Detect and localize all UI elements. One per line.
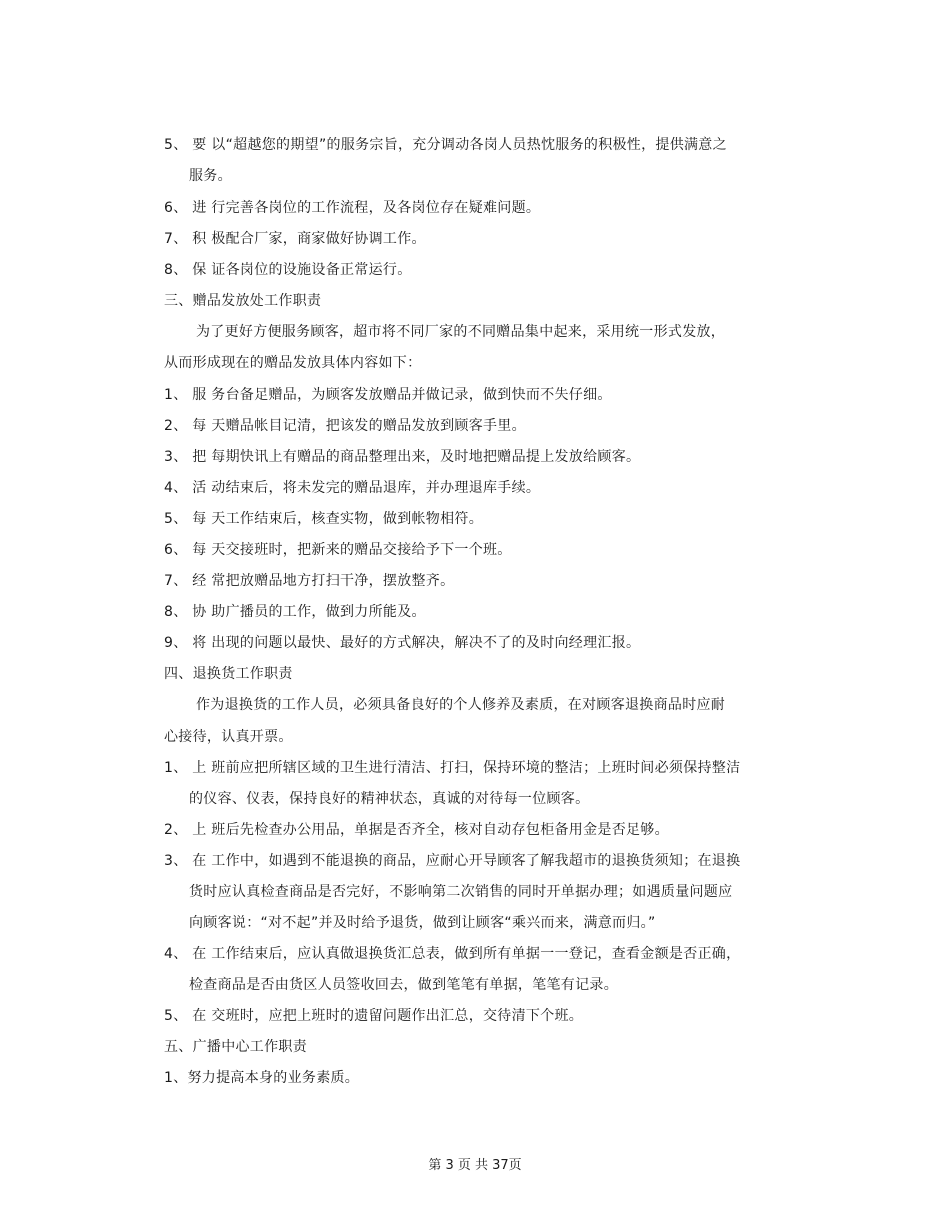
- section-heading-4: 四、退换货工作职责: [164, 666, 293, 682]
- s4-item-5: 5、 在 交班时，应把上班时的遗留问题作出汇总，交待清下个班。: [164, 1008, 584, 1024]
- s3-item-8: 8、 协 助广播员的工作，做到力所能及。: [164, 604, 426, 620]
- s3-item-9: 9、 将 出现的问题以最快、最好的方式解决，解决不了的及时向经理汇报。: [164, 635, 641, 651]
- item-5-line-1: 5、 要 以“超越您的期望”的服务宗旨，充分调动各岗人员热忱服务的积极性，提供满意之: [164, 137, 727, 153]
- section-3-intro-line-2: 从而形成现在的赠品发放具体内容如下：: [164, 355, 422, 371]
- s3-item-7: 7、 经 常把放赠品地方打扫干净，摆放整齐。: [164, 573, 455, 589]
- s3-item-6: 6、 每 天交接班时，把新来的赠品交接给予下一个班。: [164, 542, 512, 558]
- item-8: 8、 保 证各岗位的设施设备正常运行。: [164, 262, 412, 278]
- s4-item-4-line-1: 4、 在 工作结束后，应认真做退换货汇总表，做到所有单据一一登记，查看金额是否正确，: [164, 946, 741, 962]
- s4-item-2: 2、 上 班后先检查办公用品，单据是否齐全，核对自动存包柜备用金是否足够。: [164, 822, 669, 838]
- section-4-intro-line-1: 作为退换货的工作人员，必须具备良好的个人修养及素质，在对顾客退换商品时应耐: [196, 697, 726, 713]
- s5-item-1: 1、努力提高本身的业务素质。: [164, 1070, 360, 1086]
- s4-item-3-line-3: 向顾客说：“对不起”并及时给予退货，做到让顾客“乘兴而来，满意而归。”: [189, 915, 656, 931]
- s3-item-5: 5、 每 天工作结束后，核查实物，做到帐物相符。: [164, 511, 484, 527]
- s3-item-2: 2、 每 天赠品帐目记清，把该发的赠品发放到顾客手里。: [164, 418, 526, 434]
- section-3-intro-line-1: 为了更好方便服务顾客，超市将不同厂家的不同赠品集中起来，采用统一形式发放，: [196, 324, 726, 340]
- section-heading-3: 三、赠品发放处工作职责: [164, 293, 322, 309]
- item-5-line-2: 服务。: [189, 168, 232, 184]
- s3-item-3: 3、 把 每期快讯上有赠品的商品整理出来，及时地把赠品提上发放给顾客。: [164, 449, 641, 465]
- s4-item-4-line-2: 检查商品是否由货区人员签收回去，做到笔笔有单据，笔笔有记录。: [189, 977, 618, 993]
- s4-item-3-line-2: 货时应认真检查商品是否完好，不影响第二次销售的同时开单据办理；如遇质量问题应: [189, 884, 733, 900]
- s4-item-3-line-1: 3、 在 工作中，如遇到不能退换的商品，应耐心开导顾客了解我超市的退换货须知；在退换: [164, 853, 741, 869]
- section-4-intro-line-2: 心接待，认真开票。: [164, 729, 293, 745]
- item-7: 7、 积 极配合厂家，商家做好协调工作。: [164, 231, 426, 247]
- s3-item-1: 1、 服 务台备足赠品，为顾客发放赠品并做记录，做到快而不失仔细。: [164, 387, 612, 403]
- s4-item-1-line-1: 1、 上 班前应把所辖区域的卫生进行清洁、打扫，保持环境的整洁；上班时间必须保持整洁: [164, 760, 741, 776]
- s4-item-1-line-2: 的仪容、仪表，保持良好的精神状态，真诚的对待每一位顾客。: [189, 791, 590, 807]
- s3-item-4: 4、 活 动结束后，将未发完的赠品退库，并办理退库手续。: [164, 480, 541, 496]
- section-heading-5: 五、广播中心工作职责: [164, 1039, 307, 1055]
- item-6: 6、 进 行完善各岗位的工作流程，及各岗位存在疑难问题。: [164, 200, 541, 216]
- page-footer: 第 3 页 共 37页: [428, 1158, 522, 1173]
